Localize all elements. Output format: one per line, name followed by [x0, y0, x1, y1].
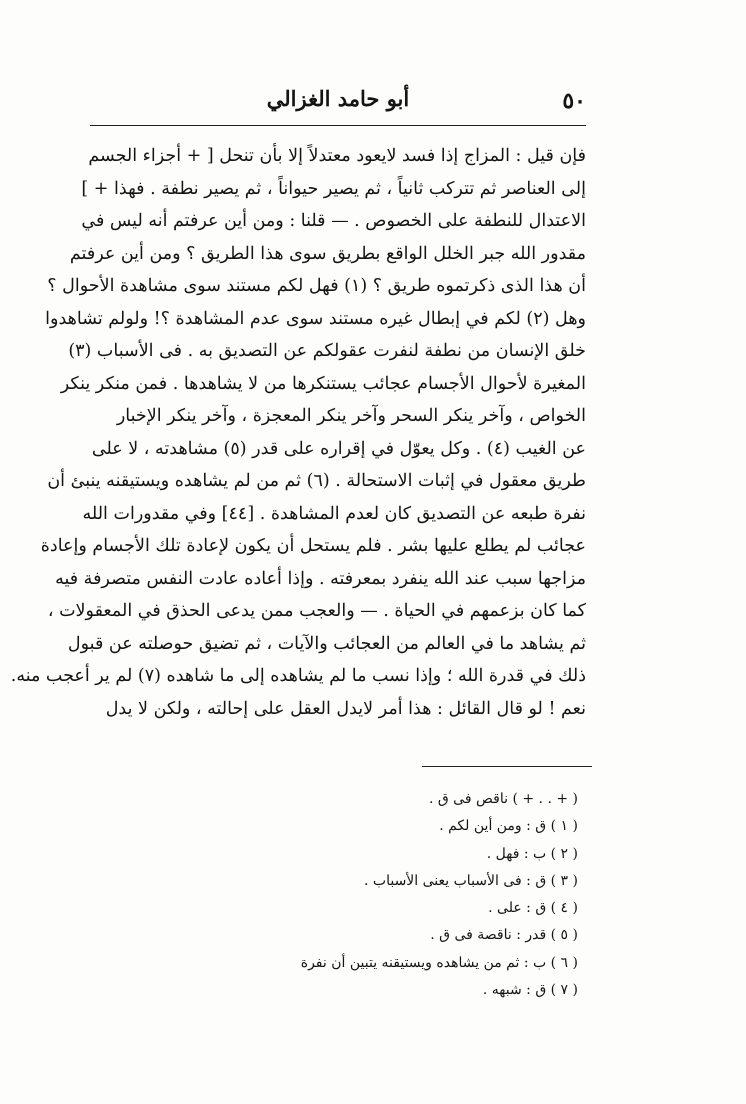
footnote: ( + . . + ) ناقص فى ق . — [428, 791, 578, 807]
text-line: نعم ! لو قال القائل : هذا أمر لايدل العقل على إحالته ، ولكن لا يدل — [105, 698, 586, 719]
text-line: عن الغيب (٤) . وكل يعوّل في إقراره على قدر (٥) مشاهدته ، لا على — [91, 438, 586, 459]
text-line: نفرة طبعه عن التصديق كان لعدم المشاهدة . [٤٤] وفي مقدورات الله — [82, 503, 586, 524]
text-line: الاعتدال للنطفة على الخصوص . — قلنا : ومن أين عرفتم أنه ليس في — [81, 211, 586, 231]
text-line: مقدور الله جبر الخلل الواقع بطريق سوى هذا الطريق ؟ ومن أين عرفتم — [69, 243, 586, 264]
footnote: ( ٧ ) ق : شبهه . — [482, 982, 578, 999]
footnote: ( ٣ ) ق : فى الأسباب يعنى الأسباب . — [364, 872, 578, 889]
text-line: طريق معقول في إثبات الاستحالة . (٦) ثم من لم يشاهده ويستيقنه ينبئ أن — [47, 471, 586, 491]
text-line: ثم يشاهد ما في العالم من العجائب والآيات ، ثم تضيق حوصلته عن قبول — [67, 633, 586, 654]
text-line: مزاجها سبب عند الله ينفرد بمعرفته . وإذا أعاده عادت النفس متصرفة فيه — [55, 568, 586, 589]
footnotes — [150, 786, 578, 1004]
footnote: ( ٥ ) قدر : ناقصة فى ق . — [430, 927, 578, 944]
text-line: فإن قيل : المزاج إذا فسد لايعود معتدلاً إلا بأن تنحل [ + أجزاء الجسم — [88, 146, 586, 166]
footnote-rule — [422, 766, 592, 767]
running-title: أبو حامد الغزالي — [266, 86, 410, 111]
text-line: ذلك في قدرة الله ؛ وإذا نسب ما لم يشاهده إلى ما شاهده (٧) لم ير أعجب منه. — [10, 666, 586, 686]
text-line: وهل (٢) لكم في إبطال غيره مستند سوى عدم المشاهدة ؟! ولولم تشاهدوا — [45, 308, 586, 329]
text-line: أن هذا الذى ذكرتموه طريق ؟ (١) فهل لكم مستند سوى مشاهدة الأحوال ؟ — [47, 276, 586, 296]
text-line: كما كان بزعمهم في الحياة . — والعجب ممن يدعى الحذق في المعقولات ، — [47, 601, 586, 621]
page-number: ٥٠ — [562, 88, 586, 114]
text-line: خلق الإنسان من نطفة لنفرت عقولكم عن التصديق به . فى الأسباب (٣) — [68, 341, 586, 361]
footnote: ( ٤ ) ق : على . — [488, 900, 578, 917]
footnote: ( ٢ ) ب : فهل . — [486, 845, 578, 862]
main-text — [10, 140, 586, 725]
header-rule — [90, 125, 586, 126]
text-line: الخواص ، وآخر ينكر السحر وآخر ينكر المعجزة ، وآخر ينكر الإخبار — [116, 406, 586, 426]
text-line: عجائب لم يطلع عليها بشر . فلم يستحل أن يكون لإعادة تلك الأجسام وإعادة — [40, 536, 586, 556]
footnote: ( ١ ) ق : ومن أين لكم . — [439, 818, 578, 835]
footnote: ( ٦ ) ب : ثم من يشاهده ويستيقنه يتبين أن نفرة — [300, 954, 578, 971]
page-header — [90, 84, 586, 124]
text-line: المغيرة لأحوال الأجسام عجائب يستنكرها من لا يشاهدها . فمن منكر ينكر — [60, 373, 586, 394]
text-line: إلى العناصر ثم تتركب ثانياً ، ثم يصير حيواناً ، ثم يصير نطفة . فهذا + ] — [81, 178, 586, 199]
